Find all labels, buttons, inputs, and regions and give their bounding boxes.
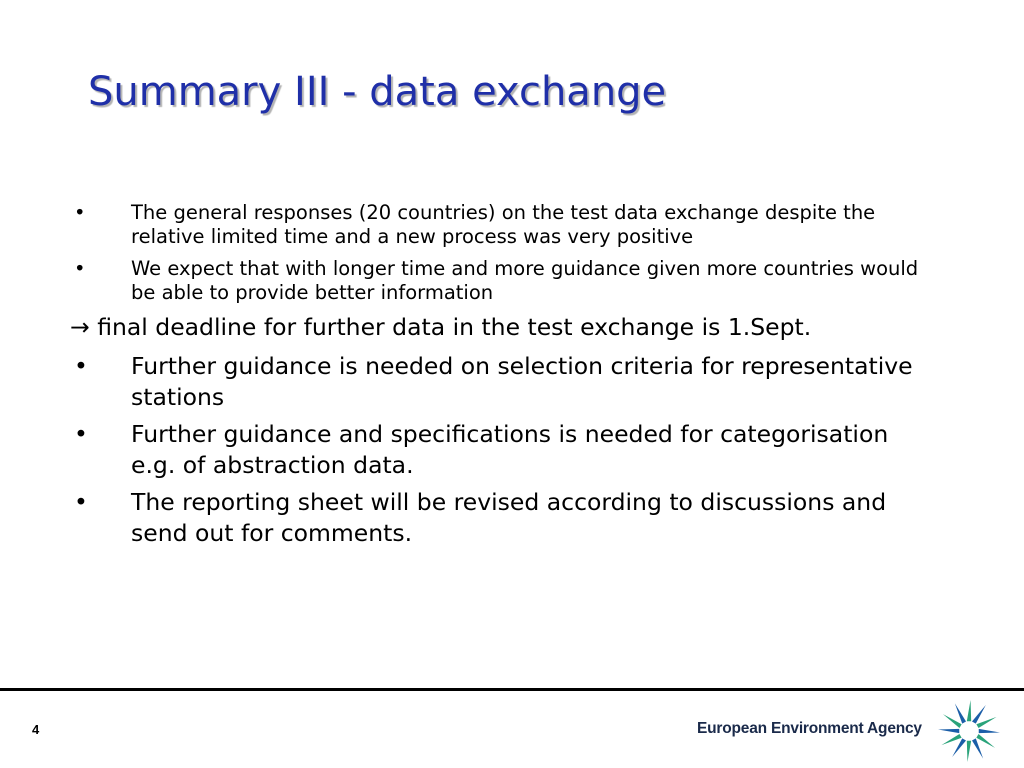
bullet-marker: •	[74, 488, 88, 516]
bullet-text: Further guidance is needed on selection criteria for representative stations	[131, 352, 913, 411]
slide-title: Summary III - data exchange	[88, 69, 667, 115]
logo-ray	[972, 738, 983, 758]
bullet-marker: •	[74, 352, 88, 380]
eea-sunburst-logo-icon	[935, 697, 1003, 765]
bullet-text: The general responses (20 countries) on the test data exchange despite the relative limited time and a new process was very positive	[131, 201, 876, 248]
agency-name: European Environment Agency	[697, 720, 922, 737]
bullet-marker: •	[74, 201, 86, 224]
bullet-item	[70, 487, 930, 549]
logo-ray	[972, 705, 986, 724]
bullet-text: Further guidance and specifications is needed for categorisation e.g. of abstraction data.	[131, 420, 889, 479]
logo-ray	[967, 700, 971, 721]
logo-ray	[967, 741, 971, 762]
bullet-marker: •	[74, 257, 86, 280]
bullet-item	[70, 419, 930, 481]
logo-ray	[976, 717, 996, 728]
logo-ray	[938, 729, 959, 733]
logo-ray	[976, 734, 995, 748]
arrow-item-text: final deadline for further data in the test exchange is 1.Sept.	[97, 313, 812, 341]
arrow-item	[70, 313, 930, 342]
bullet-text: The reporting sheet will be revised according to discussions and send out for comments.	[131, 488, 887, 547]
page-number: 4	[32, 722, 40, 737]
logo-ray	[955, 703, 966, 723]
bullet-marker: •	[74, 420, 88, 448]
right-arrow-icon: →	[70, 313, 90, 341]
bullet-text: We expect that with longer time and more guidance given more countries would be able to provide better information	[131, 257, 919, 304]
footer-divider	[0, 688, 1024, 691]
bullet-item	[70, 201, 930, 249]
logo-ray	[952, 738, 966, 757]
bullet-item	[70, 257, 930, 305]
logo-ray	[979, 729, 1000, 733]
logo-ray	[943, 714, 962, 728]
slide-body	[70, 201, 930, 555]
bullet-item	[70, 351, 930, 413]
logo-ray	[941, 734, 961, 745]
